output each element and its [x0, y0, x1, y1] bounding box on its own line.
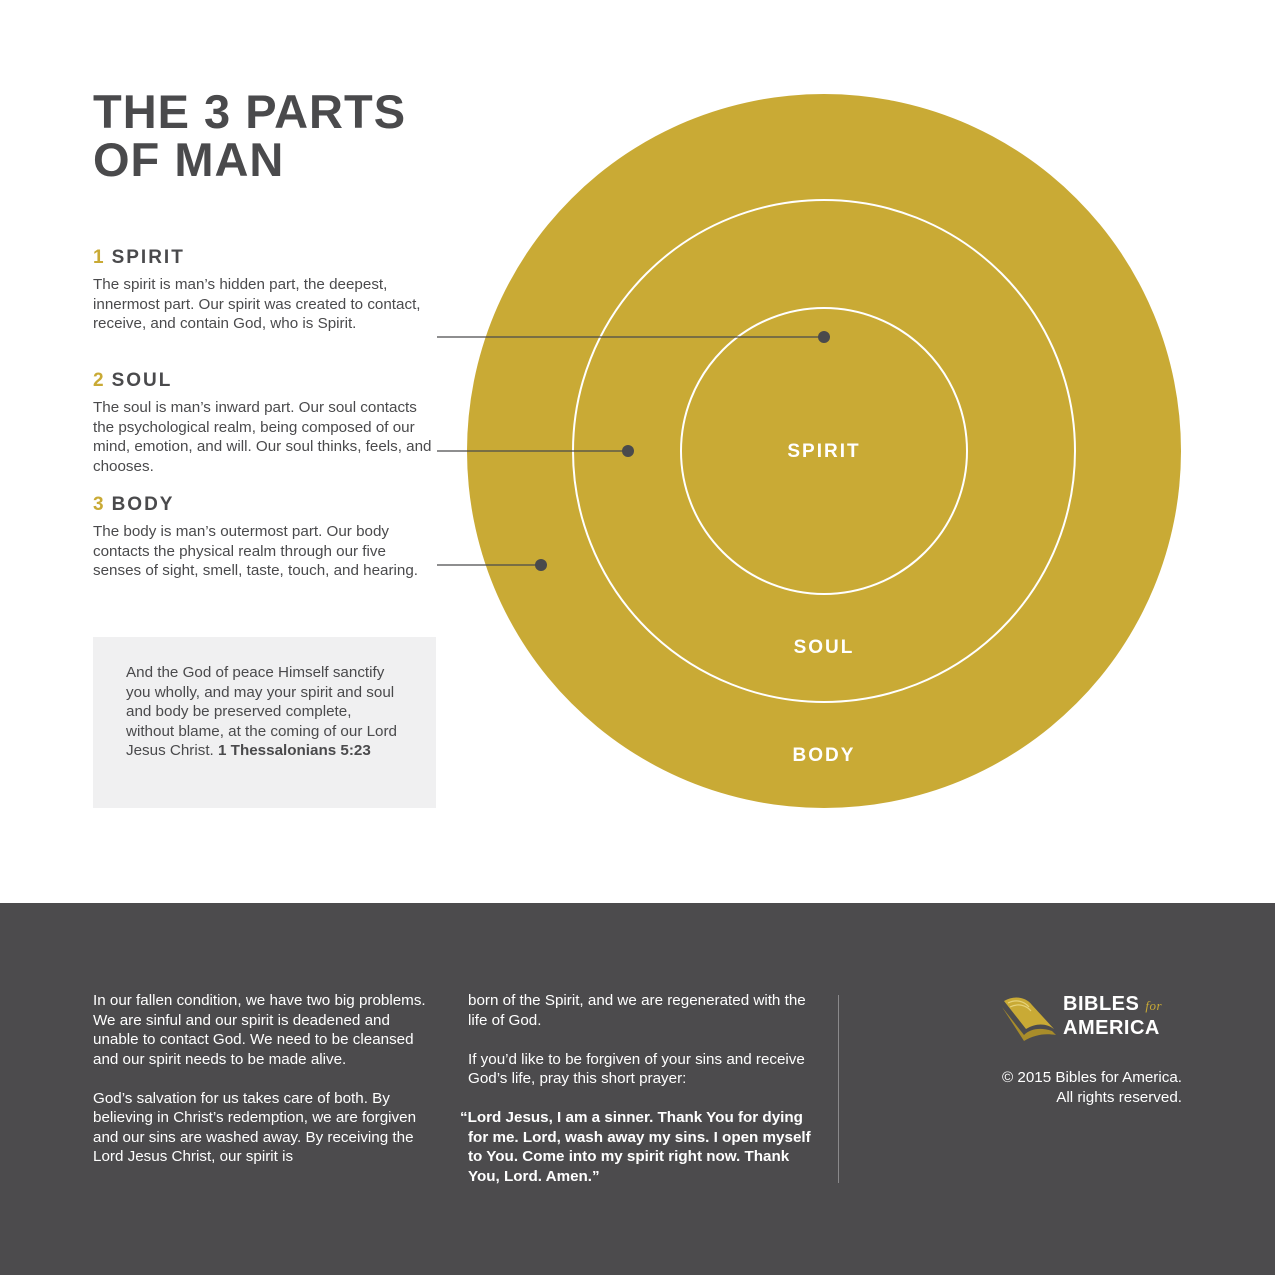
part-soul-number: 2	[93, 370, 106, 391]
part-body-description: The body is man’s outermost part. Our body contacts the physical realm through our five senses of sight, smell, taste, touch, and hearing.	[93, 523, 419, 579]
prayer-text: “Lord Jesus, I am a sinner. Thank You for dying for me. Lord, wash away my sins. I open myself to You. Come into my spirit right now. Thank You, Lord. Amen.”	[460, 1109, 811, 1185]
logo-line-2: AMERICA	[1063, 1017, 1160, 1039]
footer-divider	[838, 995, 839, 1183]
scripture-quote-text: And the God of peace Himself sanctify you wholly, and may your spirit and soul and body be preserved complete, without blame, at the coming of our Lord Jesus Christ.	[126, 664, 397, 759]
footer-paragraph: born of the Spirit, and we are regenerated with the life of God.	[468, 992, 806, 1029]
part-body-name: BODY	[111, 494, 175, 515]
soul-leader-dot	[622, 445, 634, 457]
title-line-2: OF MAN	[93, 133, 285, 186]
part-spirit-name: SPIRIT	[111, 247, 185, 268]
title-line-1: THE 3 PARTS	[93, 85, 407, 138]
part-body-number: 3	[93, 494, 106, 515]
footer-paragraph: In our fallen condition, we have two big problems. We are sinful and our spirit is deadened and unable to contact God. We need to be cleansed and our spirit needs to be made alive.	[93, 992, 426, 1068]
footer-paragraph: If you’d like to be forgiven of your sins and receive God’s life, pray this short prayer:	[468, 1050, 805, 1087]
footer-column-2	[460, 991, 813, 1206]
soul-label: SOUL	[793, 637, 855, 658]
footer-column-1	[93, 991, 438, 1186]
part-spirit-description: The spirit is man’s hidden part, the deepest, innermost part. Our spirit was created to contact, receive, and contain God, who is Spirit.	[93, 276, 421, 332]
bibles-for-america-logo	[1000, 993, 1190, 1043]
open-book-icon	[1000, 993, 1060, 1043]
scripture-reference: 1 Thessalonians 5:23	[218, 742, 371, 759]
body-leader-dot	[535, 559, 547, 571]
spirit-label: SPIRIT	[787, 441, 861, 462]
footer	[0, 903, 1275, 1275]
body-label: BODY	[792, 745, 856, 766]
logo-for: for	[1145, 998, 1163, 1013]
spirit-leader-dot	[818, 331, 830, 343]
footer-paragraph: God’s salvation for us takes care of both. By believing in Christ’s redemption, we are forgiven and our sins are washed away. By receiving the Lord Jesus Christ, our spirit is	[93, 1089, 417, 1165]
copyright	[1002, 1068, 1182, 1107]
part-spirit-number: 1	[93, 247, 106, 268]
copyright-line-2: All rights reserved.	[1056, 1088, 1182, 1106]
part-soul-description: The soul is man’s inward part. Our soul contacts the psychological realm, being composed of our mind, emotion, and will. Our soul thinks, feels, and chooses.	[93, 399, 432, 475]
part-soul-name: SOUL	[111, 370, 173, 391]
copyright-line-1: © 2015 Bibles for America.	[1001, 1069, 1182, 1086]
logo-line-1: BIBLES	[1063, 993, 1140, 1015]
logo-wordmark	[1063, 993, 1162, 1039]
